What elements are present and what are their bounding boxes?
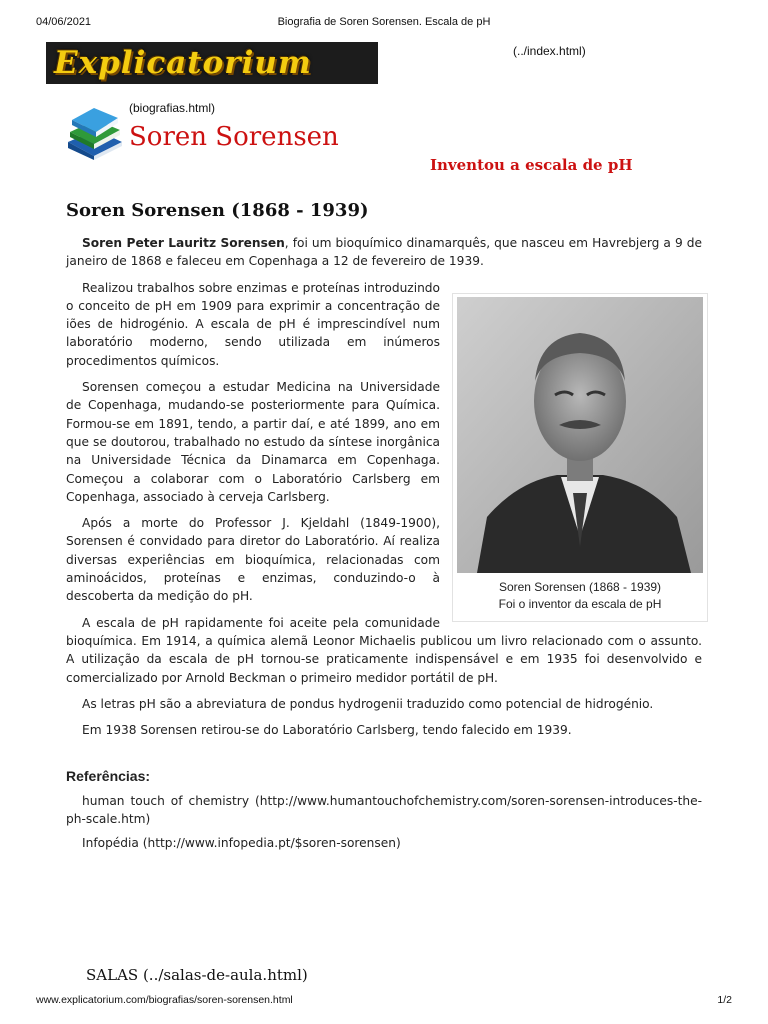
print-header	[36, 16, 732, 30]
reference-item[interactable]: Infopédia (http://www.infopedia.pt/$soren-sorensen)	[82, 836, 401, 851]
print-title: Biografia de Soren Sorensen. Escala de pH	[277, 16, 491, 28]
portrait-figure	[452, 293, 708, 622]
caption-line-1: Soren Sorensen (1868 - 1939)	[498, 579, 662, 594]
figure-caption	[456, 579, 704, 613]
article-body	[66, 198, 702, 859]
references-title: Referências:	[66, 768, 151, 785]
paragraph-4: A escala de pH rapidamente foi aceite pela comunidade bioquímica. Em 1914, a química alemã Leonor Michaelis publicou um livro relacionado com o assunto. A utilização da escala de pH tornou-se praticamente indispensável e em 1935 foi desenvolvido e comercializado por Arnold Beckman o primeiro medidor portátil de pH.	[66, 615, 702, 685]
page-title: Soren Sorensen	[129, 122, 339, 152]
reference-item[interactable]: human touch of chemistry (http://www.humantouchofchemistry.com/soren-sorensen-introduces-the-ph-scale.htm)	[66, 793, 702, 827]
article-heading: Soren Sorensen (1868 - 1939)	[66, 200, 369, 221]
biografias-link[interactable]: (biografias.html)	[129, 101, 216, 115]
references-section	[66, 767, 702, 852]
explicatorium-logo[interactable]	[46, 42, 378, 84]
paragraph-5: As letras pH são a abreviatura de pondus hydrogenii traduzido como potencial de hidrogénio.	[82, 696, 654, 711]
books-icon[interactable]	[64, 102, 124, 160]
full-name: Soren Peter Lauritz Sorensen	[82, 236, 285, 250]
paragraph-1: Realizou trabalhos sobre enzimas e proteínas introduzindo o conceito de pH em 1909 para exprimir a concentração de iões de hidrogénio. A escala de pH é imprescindível num laboratório moderno, sendo utilizada em inúmeros procedimentos químicos.	[66, 280, 440, 368]
caption-line-2: Foi o inventor da escala de pH	[498, 596, 662, 611]
print-footer	[36, 994, 732, 1008]
paragraph-2: Sorensen começou a estudar Medicina na Universidade de Copenhaga, mudando-se posteriormente para Química. Formou-se em 1891, tendo, a partir daí, e até 1899, ano em que se doutorou, trabalhado no estudo da síntese inorgânica na Universidade Técnica da Dinamarca em Copenhaga. Começou a colaborar com o Laboratório Carlsberg em Copenhaga, associado à cerveja Carlsberg.	[66, 380, 440, 504]
portrait-photo	[457, 297, 703, 573]
index-link[interactable]: (../index.html)	[513, 44, 586, 58]
print-date: 04/06/2021	[36, 16, 92, 28]
salas-link[interactable]: SALAS (../salas-de-aula.html)	[86, 966, 308, 984]
intro-paragraph	[66, 234, 702, 271]
intro-text: , foi um bioquímico dinamarquês, que nasceu em Havrebjerg a 9 de janeiro de 1868 e faleceu em Copenhaga a 12 de fevereiro de 1939.	[66, 236, 702, 269]
print-url: www.explicatorium.com/biografias/soren-sorensen.html	[36, 994, 293, 1006]
paragraph-3: Após a morte do Professor J. Kjeldahl (1849-1900), Sorensen é convidado para diretor do Laboratório. Aí realiza diversas experiências em bioquímica, relacionadas com aminoácidos, proteínas e enzimas, conduzindo-o à descoberta da medição do pH.	[66, 516, 440, 604]
logo-text: Explicatorium	[54, 45, 312, 81]
paragraph-6: Em 1938 Sorensen retirou-se do Laboratório Carlsberg, tendo falecido em 1939.	[82, 723, 572, 738]
page-tagline: Inventou a escala de pH	[430, 156, 633, 174]
page-number: 1/2	[717, 994, 732, 1006]
